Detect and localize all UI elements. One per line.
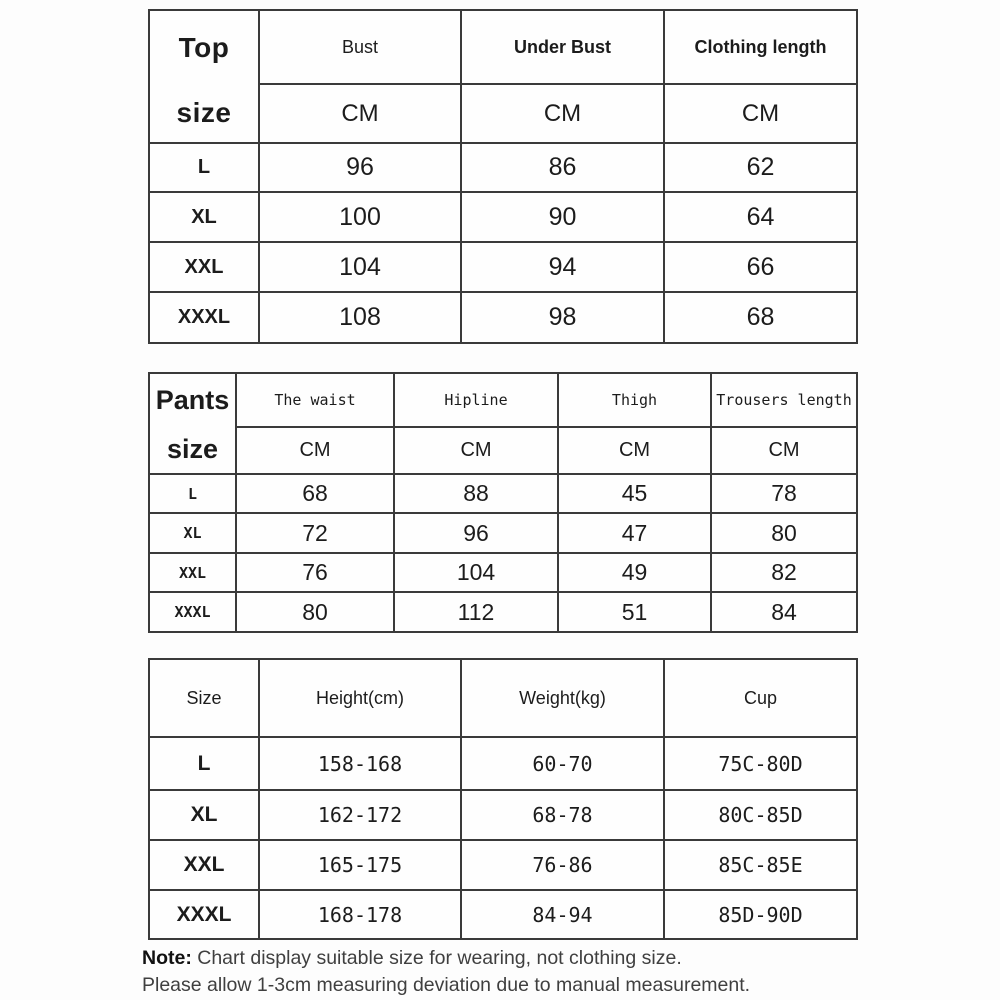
note-text: Chart display suitable size for wearing, not clothing size. <box>191 947 682 969</box>
value-cell: 76-86 <box>461 840 664 890</box>
unit-cell: CM <box>558 427 711 474</box>
column-header-under-bust: Under Bust <box>461 10 664 84</box>
column-header-bust: Bust <box>259 10 461 84</box>
table-row <box>149 143 857 192</box>
column-header-cup: Cup <box>664 659 857 737</box>
value-cell: 45 <box>558 474 711 513</box>
value-cell: 82 <box>711 553 857 592</box>
value-cell: 49 <box>558 553 711 592</box>
unit-cell: CM <box>394 427 558 474</box>
table-row <box>149 292 857 343</box>
pants-size-title-cell <box>149 373 236 474</box>
value-cell: 94 <box>461 242 664 292</box>
value-cell: 162-172 <box>259 790 461 840</box>
pants-size-title-line1: Pants <box>155 384 230 415</box>
column-header-hipline: Hipline <box>394 373 558 427</box>
unit-cell: CM <box>461 84 664 143</box>
value-cell: 75C-80D <box>664 737 857 790</box>
value-cell: 85D-90D <box>664 890 857 939</box>
column-header-clothing-length: Clothing length <box>664 10 857 84</box>
value-cell: 64 <box>664 192 857 242</box>
value-cell: 84-94 <box>461 890 664 939</box>
value-cell: 104 <box>394 553 558 592</box>
column-header-size: Size <box>149 659 259 737</box>
value-cell: 104 <box>259 242 461 292</box>
value-cell: 72 <box>236 513 394 553</box>
unit-cell: CM <box>259 84 461 143</box>
value-cell: 80 <box>236 592 394 632</box>
column-header-weight: Weight(kg) <box>461 659 664 737</box>
value-cell: 62 <box>664 143 857 192</box>
pants-size-table <box>148 372 858 633</box>
unit-cell: CM <box>711 427 857 474</box>
table-row <box>149 737 857 790</box>
column-header-trousers-length: Trousers length <box>711 373 857 427</box>
value-cell: 90 <box>461 192 664 242</box>
size-label: XL <box>149 192 259 242</box>
top-size-title-cell <box>149 10 259 143</box>
size-label: XL <box>149 790 259 840</box>
unit-cell: CM <box>664 84 857 143</box>
top-size-table <box>148 9 858 344</box>
size-label: XXL <box>149 242 259 292</box>
value-cell: 68 <box>236 474 394 513</box>
top-size-title-line2: size <box>176 96 232 128</box>
value-cell: 108 <box>259 292 461 343</box>
column-header-height: Height(cm) <box>259 659 461 737</box>
value-cell: 100 <box>259 192 461 242</box>
size-label: L <box>149 474 236 513</box>
size-label: L <box>149 143 259 192</box>
value-cell: 80 <box>711 513 857 553</box>
value-cell: 86 <box>461 143 664 192</box>
column-header-thigh: Thigh <box>558 373 711 427</box>
size-label: XXXL <box>149 292 259 343</box>
table-row <box>149 513 857 553</box>
table-row <box>149 592 857 632</box>
value-cell: 68-78 <box>461 790 664 840</box>
body-size-table <box>148 658 858 940</box>
table-row <box>149 890 857 939</box>
value-cell: 68 <box>664 292 857 343</box>
table-row <box>149 192 857 242</box>
table-row <box>149 553 857 592</box>
size-label: L <box>149 737 259 790</box>
value-cell: 84 <box>711 592 857 632</box>
top-size-title-line1: Top <box>178 31 230 63</box>
size-label: XL <box>149 513 236 553</box>
value-cell: 158-168 <box>259 737 461 790</box>
value-cell: 80C-85D <box>664 790 857 840</box>
size-label: XXL <box>149 840 259 890</box>
value-cell: 112 <box>394 592 558 632</box>
size-label: XXL <box>149 553 236 592</box>
pants-size-title-line2: size <box>166 434 219 464</box>
table-row <box>149 474 857 513</box>
value-cell: 165-175 <box>259 840 461 890</box>
value-cell: 78 <box>711 474 857 513</box>
value-cell: 168-178 <box>259 890 461 939</box>
size-label: XXXL <box>149 890 259 939</box>
table-row <box>149 790 857 840</box>
unit-cell: CM <box>236 427 394 474</box>
note-line-2: Please allow 1-3cm measuring deviation due to manual measurement. <box>142 974 751 996</box>
value-cell: 96 <box>394 513 558 553</box>
value-cell: 47 <box>558 513 711 553</box>
value-cell: 66 <box>664 242 857 292</box>
value-cell: 85C-85E <box>664 840 857 890</box>
value-cell: 88 <box>394 474 558 513</box>
value-cell: 51 <box>558 592 711 632</box>
table-row <box>149 242 857 292</box>
value-cell: 76 <box>236 553 394 592</box>
value-cell: 98 <box>461 292 664 343</box>
value-cell: 60-70 <box>461 737 664 790</box>
value-cell: 96 <box>259 143 461 192</box>
note-line-1 <box>142 945 682 972</box>
note-label: Note: <box>142 947 192 969</box>
column-header-the-waist: The waist <box>236 373 394 427</box>
table-row <box>149 840 857 890</box>
size-label: XXXL <box>149 592 236 632</box>
